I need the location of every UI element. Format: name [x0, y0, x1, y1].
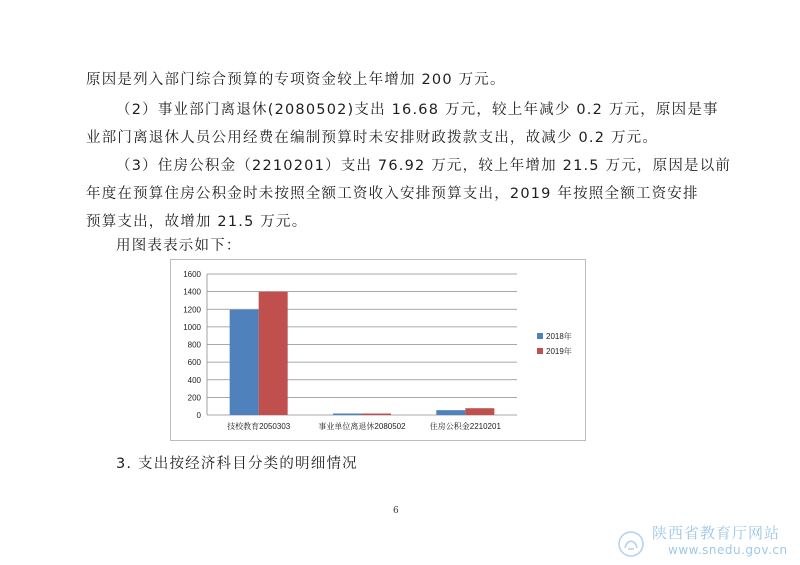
watermark-site-name: 陕西省教育厅网站: [652, 524, 781, 542]
y-tick-label: 1600: [183, 270, 201, 279]
y-tick-label: 200: [187, 393, 201, 403]
section-heading: 3. 支出按经济科目分类的明细情况: [116, 456, 358, 472]
y-tick-label: 600: [187, 358, 201, 368]
bar: [259, 292, 288, 415]
chart-intro-text: 用图表表示如下：: [116, 238, 242, 254]
paragraph-housing-fund-line1: （3）住房公积金（2210201）支出 76.92 万元，较上年增加 21.5 万元，原因是以前: [116, 158, 732, 174]
chart-svg: [171, 260, 585, 440]
y-tick-label: 0: [196, 411, 201, 420]
watermark-logo-icon: [616, 530, 646, 558]
y-tick-label: 1400: [183, 287, 201, 297]
bar: [465, 408, 494, 415]
paragraph-retirement-line2: 业部门离退休人员公用经费在编制预算时未安排财政拨款支出，故减少 0.2 万元。: [86, 130, 659, 146]
legend-label: 2019年: [546, 347, 572, 356]
expenditure-bar-chart: [170, 259, 586, 441]
x-category-label: 技校教育2050303: [227, 422, 291, 431]
watermark-site-url: www.snedu.gov.cn: [668, 543, 788, 557]
y-tick-label: 800: [187, 340, 201, 350]
page-number: 6: [393, 506, 399, 516]
legend-label: 2018年: [546, 332, 572, 341]
x-category-label: 事业单位离退休2080502: [318, 422, 406, 431]
bar: [230, 310, 259, 415]
bar: [362, 414, 391, 415]
paragraph-retirement-line1: （2）事业部门离退休(2080502)支出 16.68 万元，较上年减少 0.2 万元，原因是事: [116, 102, 719, 118]
paragraph-continuation: 原因是列入部门综合预算的专项资金较上年增加 200 万元。: [86, 72, 506, 88]
x-category-label: 住房公积金2210201: [429, 422, 501, 431]
y-tick-label: 400: [187, 375, 201, 385]
y-tick-label: 1000: [183, 322, 201, 332]
bar: [436, 410, 465, 415]
bar: [333, 414, 362, 415]
legend-swatch: [537, 333, 543, 339]
paragraph-housing-fund-line3: 预算支出，故增加 21.5 万元。: [86, 214, 308, 230]
paragraph-housing-fund-line2: 年度在预算住房公积金时未按照全额工资收入安排预算支出，2019 年按照全额工资安排: [86, 186, 699, 202]
y-tick-label: 1200: [183, 305, 201, 315]
legend-swatch: [537, 348, 543, 354]
